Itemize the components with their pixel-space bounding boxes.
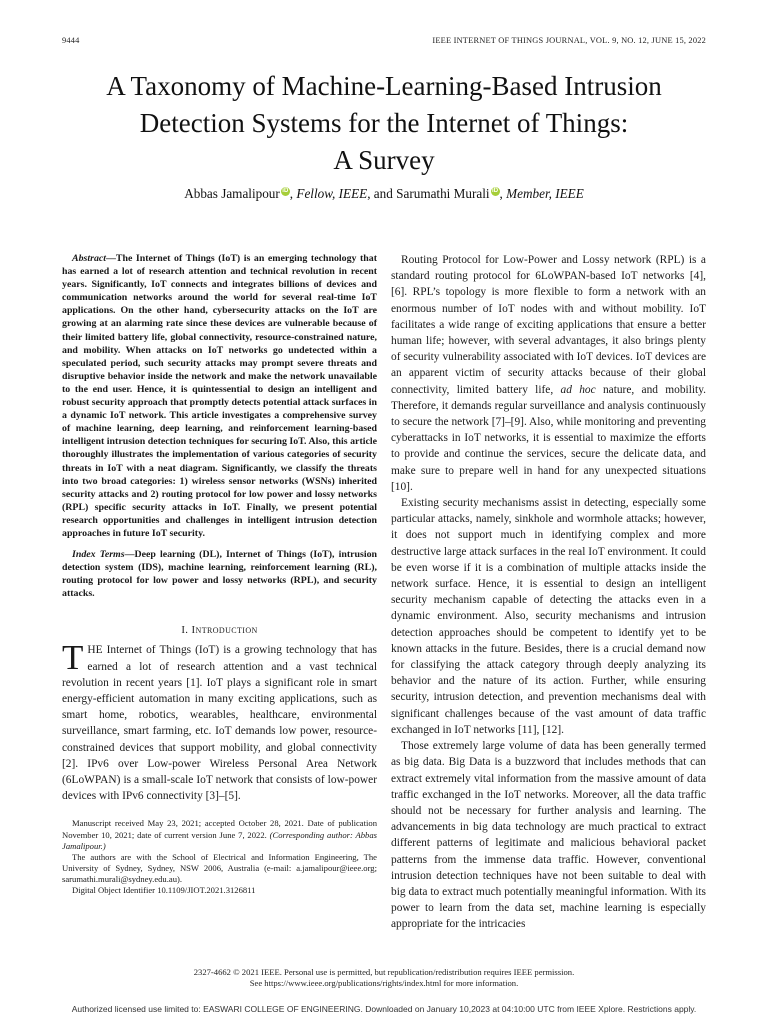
orcid-icon[interactable]: iD bbox=[492, 188, 499, 194]
footnote-affiliation: The authors are with the School of Electrical and Information Engineering, The University of Sydney, Sydney, NSW 2006, Australia (e-mail: a.jamalipour@ieee.org; sarumathi.murali@sydney.edu.au). bbox=[62, 851, 377, 884]
license-notice: Authorized licensed use limited to: EASWARI COLLEGE OF ENGINEERING. Downloaded on January 10,2023 at 04:10:00 UTC from IEEE Xplore. Restrictions apply. bbox=[71, 1004, 697, 1014]
footnote-corresponding: (Corresponding author: Abbas Jamalipour.) bbox=[62, 829, 377, 851]
section-numeral: I. bbox=[181, 624, 192, 637]
intro-paragraph bbox=[62, 638, 377, 804]
title-line-3: A Survey bbox=[333, 145, 435, 175]
body-paragraph-rpl: Routing Protocol for Low-Power and Lossy network (RPL) is a standard routing protocol for 6LoWPAN-based IoT networks [4], [6]. RPL’s topology is more flexible to form a network with an enormous number of IoT nodes with and without mobility. IoT facilitates a wide range of exciting applications that ensure a better human life; however, with several advantages, it also brings plenty of security vulnerability associated with IoT devices. IoT devices are an apparent victim of security attacks because of their global connectivity, limited battery life, ad hoc nature, and mobility. Therefore, it demands regular surveillance and analysis continuously to secure the network [7]–[9]. Also, while monitoring and preventing cyberattacks in IoT networks, it is essential to maximize the efforts to provide and continue the services, secure the delicate data, and make sure to prepare well in hand for any unexpected situations [10]. bbox=[391, 254, 707, 493]
copyright-line-2[interactable]: See https://www.ieee.org/publications/rights/index.html for more information. bbox=[249, 978, 519, 988]
index-terms bbox=[62, 548, 377, 600]
paper-title bbox=[40, 68, 728, 179]
author-name-1[interactable]: Abbas Jamalipour bbox=[184, 186, 280, 201]
author-name-2[interactable]: Sarumathi Murali bbox=[396, 186, 490, 201]
right-column bbox=[391, 252, 706, 933]
author-role-2: Member, IEEE bbox=[506, 186, 584, 201]
section-heading-introduction bbox=[62, 624, 377, 636]
first-word-rest: HE bbox=[87, 644, 103, 657]
left-column bbox=[62, 252, 377, 896]
intro-paragraph-text: Internet of Things (IoT) is a growing technology that has earned a lot of research attention and a vast technical revolution in recent years [1]. IoT plays a significant role in smart energy-efficient automation in many exciting applications, such as smart home, robotics, wearables, healthcare, environmental surveillance, smart farming, etc. IoT demands low power, resource-constrained devices that support mobility, and global connectivity [2]. IPv6 over Low-power Wireless Personal Area Network (6LoWPAN) is a small-scale IoT network that consists of low-power devices with IPv6 connectivity [3]–[5]. bbox=[62, 644, 377, 803]
author-connector: , and bbox=[367, 186, 397, 201]
body-paragraph-security: Existing security mechanisms assist in detecting, especially some particular attacks, namely, sinkhole and wormhole attacks; however, it does not support much in identifying complex and more destructive large attack surfaces in the real IoT environment. It could be even worse if it is a combination of multiple attacks inside the network surface. Hence, it is essential to design an intelligent security mechanism capable of detecting the attacks even in a dynamic environment. Also, security mechanisms and intrusion detection approaches should be competent to identify yet to be known attacks in the future. Besides, there is a crucial demand now for classifying the attack category through deeply analyzing its behavior and the nature of its action. Further, while ensuring security, intrusion detection, and prevention mechanisms deal with significant challenges because of the vast amount of data traffic exchanged in IoT networks [11], [12]. bbox=[391, 497, 706, 736]
footnote-doi[interactable]: Digital Object Identifier 10.1109/JIOT.2021.3126811 bbox=[72, 885, 256, 896]
index-terms-label: Index Terms bbox=[72, 549, 125, 561]
italic-ad-hoc: ad hoc bbox=[560, 383, 596, 396]
abstract bbox=[62, 252, 377, 540]
abstract-label: Abstract bbox=[72, 253, 107, 264]
copyright-line-1: 2327-4662 © 2021 IEEE. Personal use is permitted, but republication/redistribution requires IEEE permission. bbox=[193, 967, 575, 977]
copyright-notice bbox=[0, 967, 768, 989]
section-title: Introduction bbox=[191, 624, 258, 637]
index-terms-text: —Deep learning (DL), Internet of Things (IoT), intrusion detection system (IDS), machine learning, reinforcement learning (RL), routing protocol for low power and lossy networks (RPL), and security attacks. bbox=[62, 549, 377, 600]
body-paragraph-big-data: Those extremely large volume of data has been generally termed as big data. Big Data is a buzzword that includes methods that can extract extremely vital information from the massive amount of data traffic exchanged in the IoT networks. Moreover, all the data traffic should not be necessary for further analysis and learning. The advancements in big data technology are much practical to extract different patterns of legitimate and malicious behavioral packet patterns from the immense data traffic. However, conventional intrusion detection techniques have not been suitable to deal with big data to extract much potentially meaningful information. With its power to learn from the data set, machine learning is especially appropriate for the intricacies bbox=[391, 740, 706, 931]
author-role-1: Fellow, IEEE bbox=[296, 186, 368, 201]
drop-cap: T bbox=[62, 638, 84, 678]
title-line-1: A Taxonomy of Machine-Learning-Based Intrusion bbox=[106, 71, 662, 101]
footnotes bbox=[62, 816, 377, 896]
author-list: Abbas Jamalipour iD , Fellow, IEEE, and Sarumathi Murali iD , Member, IEEE bbox=[184, 186, 584, 201]
footnote-received: Manuscript received May 23, 2021; accepted October 28, 2021. Date of publication November 10, 2021; date of current version June 7, 2022. (Corresponding author: Abbas Jamalipour.) bbox=[62, 818, 377, 851]
orcid-icon[interactable]: iD bbox=[282, 188, 289, 194]
title-line-2: Detection Systems for the Internet of Things: bbox=[139, 108, 629, 138]
journal-header: IEEE INTERNET OF THINGS JOURNAL, VOL. 9, NO. 12, JUNE 15, 2022 bbox=[432, 36, 706, 45]
page-number: 9444 bbox=[62, 36, 80, 45]
abstract-text: —The Internet of Things (IoT) is an emerging technology that has earned a lot of research attention and technical revolution in recent years. Significantly, IoT connects and integrates billions of devices and communication networks around the world for several real-time IoT applications. On the other hand, cybersecurity attacks on the IoT are growing at an alarming rate since these devices are vulnerable because of their limited battery life, global connectivity, resource-constrained nature, and mobility. When attacks on IoT networks go undetected within a speculated period, such security attacks may prompt severe threats and disruptive behavior inside the network and make the network unavailable to the end user. Hence, it is quintessential to design an intelligent and robust security approach that promptly detects potential attack surfaces in a dynamic IoT network. This article investigates a comprehensive survey of machine learning, deep learning, and reinforcement learning-based intelligent intrusion detection techniques for securing IoT. Also, this article thoroughly illustrates the implementation of various categories of security threats in IoT with a neat diagram. Significantly, we classify the threats into two broad categories: 1) wireless sensor networks (WSNs) inherited security attacks and 2) routing protocol for low power and lossy networks (RPL) specific security attacks in IoT. Finally, we present potential research opportunities and challenges in intelligent intrusion detection approaches in future IoT security. bbox=[62, 253, 377, 539]
